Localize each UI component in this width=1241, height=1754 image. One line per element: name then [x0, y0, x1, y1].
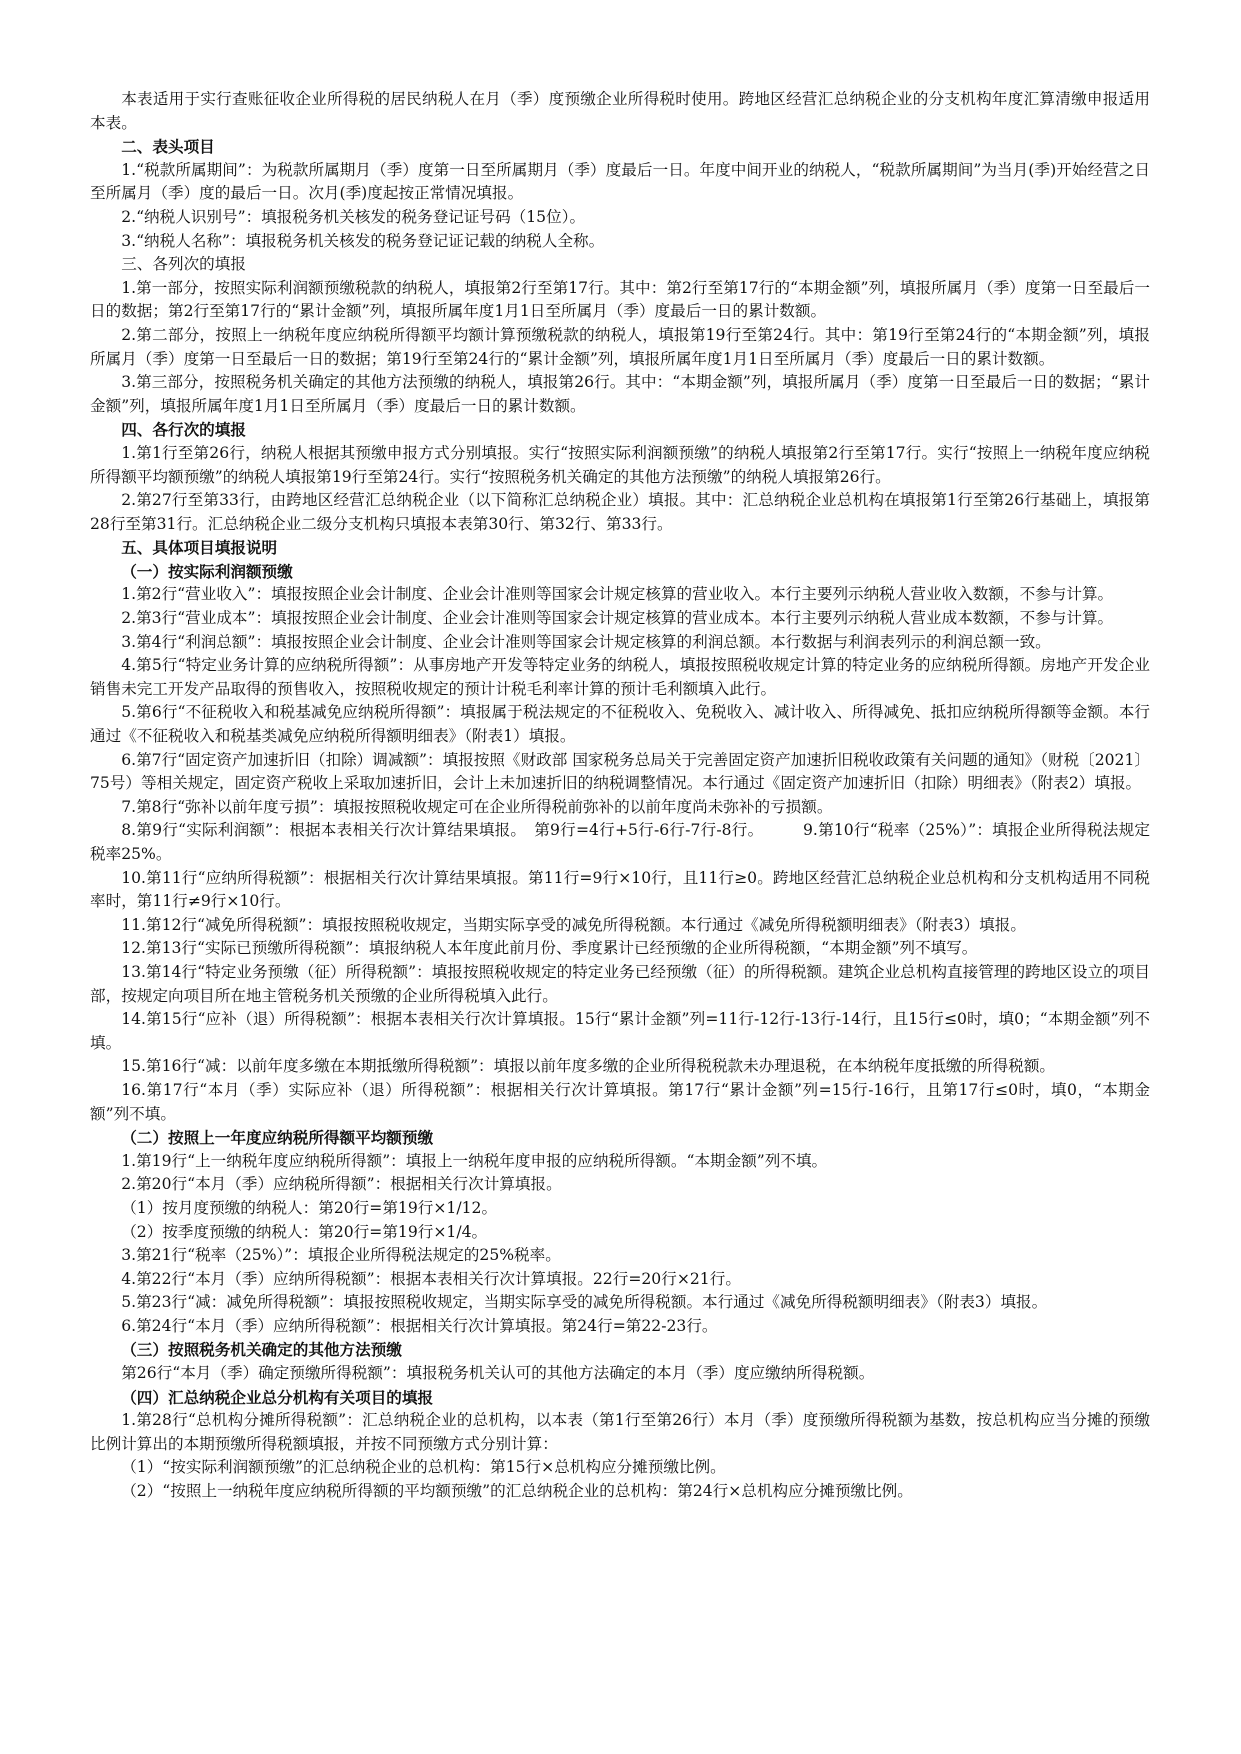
paragraph: 13.第14行“特定业务预缴（征）所得税额”：填报按照税收规定的特定业务已经预缴（征）的所得税额。建筑企业总机构直接管理的跨地区设立的项目部，按规定向项目所在地主管税务机关预缴的企业所得税填入此行。 [90, 962, 1150, 1005]
paragraph: 8.第9行“实际利润额”：根据本表相关行次计算结果填报。 第9行=4行+5行-6行-7行-8行。 9.第10行“税率（25%）”：填报企业所得税法规定税率25%。 [90, 821, 1150, 863]
paragraph: 3.第21行“税率（25%）”：填报企业所得税法规定的25%税率。 [121, 1246, 561, 1265]
paragraph: 5.第6行“不征税收入和税基减免应纳税所得额”：填报属于税法规定的不征税收入、免税收入、减计收入、所得减免、抵扣应纳税所得额等金额。本行通过《不征税收入和税基类减免应纳税所得额明细表》（附表1）填报。 [90, 703, 1150, 746]
paragraph: 5.第23行“减：减免所得税额”：填报按照税收规定，当期实际享受的减免所得税额。本行通过《减免所得税额明细表》（附表3）填报。 [121, 1293, 1048, 1312]
paragraph: 3.第4行“利润总额”：填报按照企业会计制度、企业会计准则等国家会计规定核算的利润总额。本行数据与利润表列示的利润总额一致。 [121, 632, 1051, 651]
paragraph: 1.“税款所属期间”：为税款所属期月（季）度第一日至所属期月（季）度最后一日。年度中间开业的纳税人，“税款所属期间”为当月(季)开始经营之日至所属月（季）度的最后一日。次月(季)度起按正常情况填报。 [90, 160, 1150, 203]
paragraph: 1.第19行“上一纳税年度应纳税所得额”：填报上一纳税年度申报的应纳税所得额。“本期金额”列不填。 [121, 1151, 828, 1170]
paragraph: 6.第24行“本月（季）应纳所得税额”：根据相关行次计算填报。第24行=第22-23行。 [121, 1316, 718, 1335]
subsection-heading: （一）按实际利润额预缴 [121, 561, 293, 581]
paragraph: （1）“按实际利润额预缴”的汇总纳税企业的总机构：第15行×总机构应分摊预缴比例。 [121, 1458, 726, 1477]
paragraph: 3.第三部分，按照税务机关确定的其他方法预缴的纳税人，填报第26行。其中：“本期金额”列，填报所属月（季）度第一日至最后一日的数据；“累计金额”列，填报所属年度1月1日至所属月（季）度最后一日的累计数额。 [90, 373, 1150, 415]
paragraph: 2.第二部分，按照上一纳税年度应纳税所得额平均额计算预缴税款的纳税人，填报第19行至第24行。其中：第19行至第24行的“本期金额”列，填报所属月（季）度第一日至最后一日的数据；第19行至第24行的“累计金额”列，填报所属年度1月1日至所属月（季）度最后一日的累计数额。 [90, 325, 1150, 368]
subsection-heading: （二）按照上一年度应纳税所得额平均额预缴 [121, 1128, 434, 1148]
section-header-items-heading: 二、表头项目 [121, 137, 215, 157]
section-columns-heading: 三、各列次的填报 [121, 255, 246, 274]
document-page [90, 88, 1150, 1504]
paragraph: 15.第16行“减：以前年度多缴在本期抵缴所得税额”：填报以前年度多缴的企业所得税税款未办理退税，在本纳税年度抵缴的所得税额。 [121, 1057, 1056, 1076]
paragraph: 10.第11行“应纳所得税额”：根据相关行次计算结果填报。第11行=9行×10行，且11行≥0。跨地区经营汇总纳税企业总机构和分支机构适用不同税率时，第11行≠9行×10行。 [90, 868, 1150, 911]
paragraph: 16.第17行“本月（季）实际应补（退）所得税额”：根据相关行次计算填报。第17行“累计金额”列=15行-16行，且第17行≤0时，填0，“本期金额”列不填。 [90, 1080, 1150, 1123]
intro-paragraph: 本表适用于实行查账征收企业所得税的居民纳税人在月（季）度预缴企业所得税时使用。跨地区经营汇总纳税企业的分支机构年度汇算清缴申报适用本表。 [90, 90, 1150, 132]
paragraph: （2）“按照上一纳税年度应纳税所得额的平均额预缴”的汇总纳税企业的总机构：第24行×总机构应分摊预缴比例。 [121, 1482, 913, 1501]
section-rows-heading: 四、各行次的填报 [121, 420, 246, 440]
paragraph: 2.第3行“营业成本”：填报按照企业会计制度、企业会计准则等国家会计规定核算的营业成本。本行主要列示纳税人营业成本数额，不参与计算。 [121, 609, 1114, 628]
paragraph: 1.第2行“营业收入”：填报按照企业会计制度、企业会计准则等国家会计规定核算的营业收入。本行主要列示纳税人营业收入数额，不参与计算。 [121, 585, 1114, 604]
paragraph: 3.“纳税人名称”：填报税务机关核发的税务登记证记载的纳税人全称。 [121, 231, 605, 250]
subsection-heading: （三）按照税务机关确定的其他方法预缴 [121, 1340, 402, 1360]
paragraph: 7.第8行“弥补以前年度亏损”：填报按照税收规定可在企业所得税前弥补的以前年度尚未弥补的亏损额。 [121, 797, 833, 816]
paragraph: 2.第20行“本月（季）应纳税所得额”：根据相关行次计算填报。 [121, 1175, 562, 1194]
paragraph: 12.第13行“实际已预缴所得税额”：填报纳税人本年度此前月份、季度累计已经预缴的企业所得税额，“本期金额”列不填写。 [121, 939, 978, 958]
paragraph: 2.第27行至第33行，由跨地区经营汇总纳税企业（以下简称汇总纳税企业）填报。其中：汇总纳税企业总机构在填报第1行至第26行基础上，填报第28行至第31行。汇总纳税企业二级分支机构只填报本表第30行、第32行、第33行。 [90, 491, 1150, 533]
paragraph: 4.第5行“特定业务计算的应纳税所得额”：从事房地产开发等特定业务的纳税人，填报按照税收规定计算的特定业务的应纳税所得额。房地产开发企业销售未完工开发产品取得的预售收入，按照税收规定的预计计税毛利率计算的预计毛利额填入此行。 [90, 656, 1150, 698]
paragraph: 4.第22行“本月（季）应纳所得税额”：根据本表相关行次计算填报。22行=20行×21行。 [121, 1269, 741, 1288]
paragraph: 14.第15行“应补（退）所得税额”：根据本表相关行次计算填报。15行“累计金额”列=11行-12行-13行-14行，且15行≤0时，填0；“本期金额”列不填。 [90, 1010, 1150, 1052]
paragraph: （1）按月度预缴的纳税人：第20行=第19行×1/12。 [121, 1198, 498, 1217]
subsection-heading: （四）汇总纳税企业总分机构有关项目的填报 [121, 1387, 434, 1407]
paragraph: 1.第28行“总机构分摊所得税额”：汇总纳税企业的总机构，以本表（第1行至第26行）本月（季）度预缴所得税额为基数，按总机构应当分摊的预缴比例计算出的本期预缴所得税额填报，并按不同预缴方式分别计算： [90, 1411, 1150, 1453]
paragraph: 11.第12行“减免所得税额”：填报按照税收规定，当期实际享受的减免所得税额。本行通过《减免所得税额明细表》（附表3）填报。 [121, 915, 1026, 934]
paragraph: 第26行“本月（季）确定预缴所得税额”：填报税务机关认可的其他方法确定的本月（季）度应缴纳所得税额。 [121, 1364, 875, 1383]
paragraph: （2）按季度预缴的纳税人：第20行=第19行×1/4。 [121, 1222, 488, 1241]
paragraph: 1.第一部分，按照实际利润额预缴税款的纳税人，填报第2行至第17行。其中：第2行至第17行的“本期金额”列，填报所属月（季）度第一日至最后一日的数据；第2行至第17行的“累计金额”列，填报所属年度1月1日至所属月（季）度最后一日的累计数额。 [90, 278, 1150, 321]
paragraph: 2.“纳税人识别号”：填报税务机关核发的税务登记证号码（15位）。 [121, 207, 586, 226]
paragraph: 1.第1行至第26行，纳税人根据其预缴申报方式分别填报。实行“按照实际利润额预缴”的纳税人填报第2行至第17行。实行“按照上一纳税年度应纳税所得额平均额预缴”的纳税人填报第19行至第24行。实行“按照税务机关确定的其他方法预缴”的纳税人填报第26行。 [90, 443, 1150, 486]
paragraph: 6.第7行“固定资产加速折旧（扣除）调减额”：填报按照《财政部 国家税务总局关于完善固定资产加速折旧税收政策有关问题的通知》（财税〔2021〕75号）等相关规定，固定资产税收上采取加速折旧，会计上未加速折旧的纳税调整情况。本行通过《固定资产加速折旧（扣除）明细表》（附表2）填报。 [90, 750, 1150, 793]
section-details-heading: 五、具体项目填报说明 [121, 538, 278, 558]
